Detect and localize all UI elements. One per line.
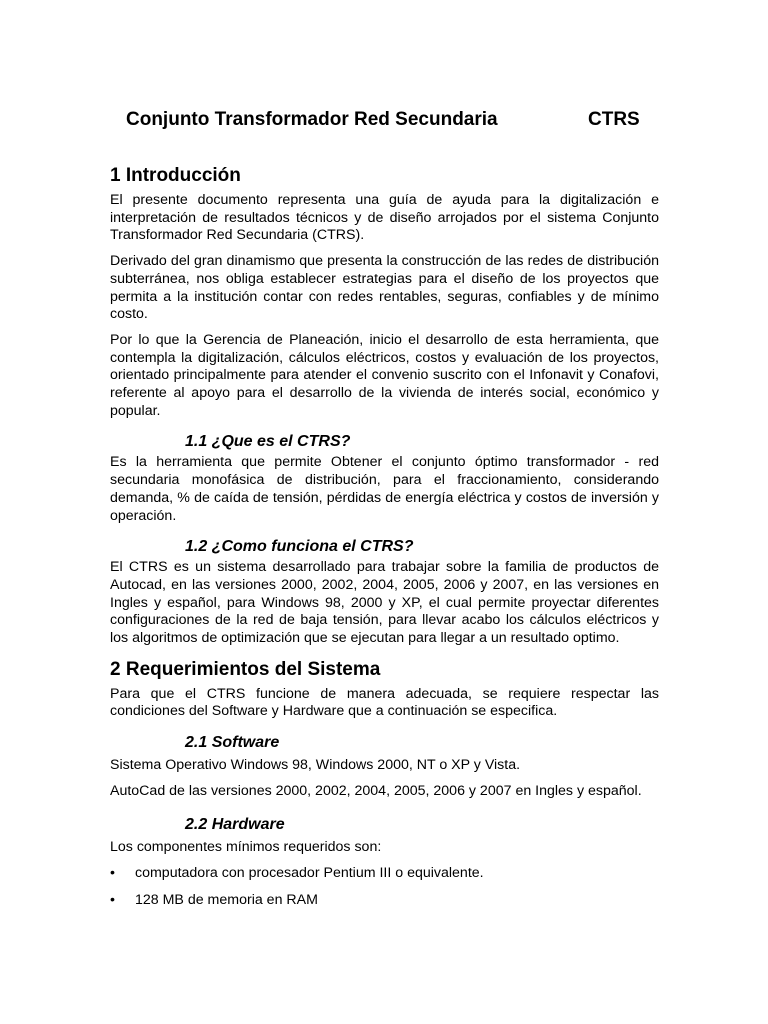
paragraph: Para que el CTRS funcione de manera adecuada, se requiere respectar las condiciones del Software y Hardware que a continuación se especifica. [110,685,659,720]
bullet-icon: • [110,865,115,882]
document-body [110,164,659,919]
list-item [110,865,659,883]
section-introduccion [110,164,659,420]
section-que-es [110,432,659,525]
paragraph: El CTRS es un sistema desarrollado para trabajar sobre la familia de productos de Autocad, en las versiones 2000, 2002, 2004, 2005, 2006 y 2007, en las versiones en Ingles y español, para Windows 98, 2000 y XP, el cual permite proyectar diferentes configuraciones de la red de baja tensión, para llevar acabo los cálculos eléctricos y los algoritmos de optimización que se ejecutan para llegar a un resultado optimo. [110,559,659,647]
paragraph: Es la herramienta que permite Obtener el conjunto óptimo transformador - red secundaria monofásica de distribución, para el fraccionamiento, considerando demanda, % de caída de tensión, pérdidas de energía eléctrica y costos de inversión y operación. [110,454,659,524]
paragraph: Sistema Operativo Windows 98, Windows 2000, NT o XP y Vista. [110,757,521,774]
title-abbreviation: CTRS [588,109,640,130]
section-como-funciona [110,537,659,648]
subsection-heading: 2.1 Software [185,734,280,752]
section-software [110,733,659,800]
list-item-text: 128 MB de memoria en RAM [135,891,318,908]
subsection-heading: 1.1 ¿Que es el CTRS? [185,433,351,451]
paragraph: El presente documento representa una guía de ayuda para la digitalización e interpretación de resultados técnicos y de diseño arrojados por el sistema Conjunto Transformador Red Secundaria (CTRS). [110,192,659,244]
section-hardware [110,815,659,910]
paragraph: Los componentes mínimos requeridos son: [110,838,382,855]
subsection-heading: 2.2 Hardware [185,815,285,833]
bullet-list [110,865,659,909]
paragraph: AutoCad de las versiones 2000, 2002, 2004, 2005, 2006 y 2007 en Ingles y español. [110,782,642,799]
bullet-icon: • [110,891,115,908]
section-requerimientos [110,658,659,721]
section-heading: 1 Introducción [110,165,241,186]
list-item [110,892,659,910]
title-text: Conjunto Transformador Red Secundaria [126,109,498,130]
list-item-text: computadora con procesador Pentium III o equivalente. [135,865,484,882]
subsection-heading: 1.2 ¿Como funciona el CTRS? [185,538,414,556]
paragraph: Por lo que la Gerencia de Planeación, inicio el desarrollo de esta herramienta, que contempla la digitalización, cálculos eléctricos, costos y evaluación de los proyectos, orientado principalmente para atender el convenio suscrito con el Infonavit y Conafovi, referente al apoyo para el desarrollo de la vivienda de interés social, económico y popular. [110,331,659,419]
paragraph: Derivado del gran dinamismo que presenta la construcción de las redes de distribución subterránea, nos obliga establecer estrategias para el diseño de los proyectos que permita a la institución contar con redes rentables, seguras, confiables y de mínimo costo. [110,253,659,323]
section-heading: 2 Requerimientos del Sistema [110,658,381,680]
